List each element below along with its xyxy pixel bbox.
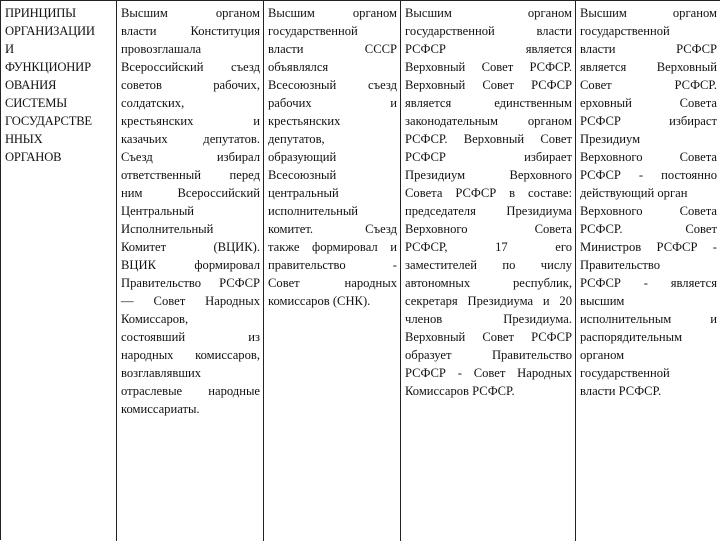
cell-line: заместителей по числу bbox=[405, 258, 572, 272]
cell-line: органом bbox=[580, 348, 625, 362]
cell-line: государственной bbox=[580, 366, 670, 380]
cell-line: ОРГАНИЗАЦИИ bbox=[5, 24, 95, 38]
cell-line: рабочих и bbox=[268, 96, 397, 110]
cell-line: власти РСФСР. bbox=[580, 384, 662, 398]
cell-line: комиссариаты. bbox=[121, 402, 200, 416]
cell-line: правительство - bbox=[268, 258, 397, 272]
cell-line: Всесоюзный bbox=[268, 168, 337, 182]
cell-line: РСФСР. Совет bbox=[580, 222, 717, 236]
cell-line: Правительство РСФСР bbox=[121, 276, 260, 290]
cell-line: Верховного Совета bbox=[580, 150, 717, 164]
cell-line: ним Всероссийский bbox=[121, 186, 260, 200]
cell-line: ОРГАНОВ bbox=[5, 150, 62, 164]
column-principles bbox=[1, 1, 117, 541]
cell-line: также формировал и bbox=[268, 240, 397, 254]
cell-line: исполнительным и bbox=[580, 312, 717, 326]
cell-line: объявлялся bbox=[268, 60, 329, 74]
cell-line: Комиссаров РСФСР. bbox=[405, 384, 515, 398]
cell-line: комитет. Съезд bbox=[268, 222, 397, 236]
cell-line: Правительство bbox=[580, 258, 661, 272]
cell-line: действующий орган bbox=[580, 186, 688, 200]
cell-line: является единственным bbox=[405, 96, 572, 110]
cell-line: РСФСР избираст bbox=[580, 114, 717, 128]
cell-line: власти Конституция bbox=[121, 24, 260, 38]
cell-line: РСФСР, 17 его bbox=[405, 240, 572, 254]
cell-line: крестьянских bbox=[268, 114, 341, 128]
cell-line: ВЦИК формировал bbox=[121, 258, 260, 272]
cell-line: возглавлявших bbox=[121, 366, 202, 380]
cell-line: состоявший из bbox=[121, 330, 260, 344]
cell-line: ПРИНЦИПЫ bbox=[5, 6, 76, 20]
cell-line: Центральный bbox=[121, 204, 195, 218]
cell-line: Верховный Совет РСФСР bbox=[405, 78, 572, 92]
cell-line: провозглашала bbox=[121, 42, 202, 56]
cell-line: ОВАНИЯ bbox=[5, 78, 57, 92]
cell-line: Всероссийский съезд bbox=[121, 60, 260, 74]
cell-line: депутатов, bbox=[268, 132, 325, 146]
cell-line: высшим bbox=[580, 294, 625, 308]
cell-line: государственной bbox=[580, 24, 670, 38]
cell-line: образует Правительство bbox=[405, 348, 572, 362]
cell-line: РСФСР является bbox=[405, 42, 572, 56]
cell-line: РСФСР. Верховный Совет bbox=[405, 132, 572, 146]
cell-line: ерховный Совета bbox=[580, 96, 717, 110]
cell-line: Высшим органом bbox=[121, 6, 260, 20]
cell-line: Верховного Совета bbox=[580, 204, 717, 218]
cell-line: Высшим органом bbox=[268, 6, 397, 20]
cell-line: Верховного Совета bbox=[405, 222, 572, 236]
cell-line: Совета РСФСР в составе: bbox=[405, 186, 572, 200]
cell-line: — Совет Народных bbox=[121, 294, 260, 308]
cell-line: распорядительным bbox=[580, 330, 683, 344]
cell-line: председателя Президиума bbox=[405, 204, 572, 218]
column-constitution-1937 bbox=[401, 1, 576, 541]
cell-line: солдатских, bbox=[121, 96, 185, 110]
cell-line: казачьих депутатов. bbox=[121, 132, 260, 146]
column-constitution-1925 bbox=[264, 1, 401, 541]
cell-line: Совет РСФСР. bbox=[580, 78, 717, 92]
cell-line: является Верховный bbox=[580, 60, 717, 74]
cell-line: власти СССР bbox=[268, 42, 397, 56]
cell-line: Комиссаров, bbox=[121, 312, 189, 326]
cell-line: Верховный Совет РСФСР. bbox=[405, 60, 572, 74]
cell-line: исполнительный bbox=[268, 204, 359, 218]
cell-line: автономных республик, bbox=[405, 276, 572, 290]
cell-line: Съезд избирал bbox=[121, 150, 260, 164]
cell-line: крестьянских и bbox=[121, 114, 260, 128]
cell-line: законодательным органом bbox=[405, 114, 572, 128]
cell-line: секретаря Президиума и 20 bbox=[405, 294, 572, 308]
cell-line: Министров РСФСР - bbox=[580, 240, 717, 254]
cell-line: ФУНКЦИОНИР bbox=[5, 60, 91, 74]
cell-line: народных комиссаров, bbox=[121, 348, 260, 362]
cell-line: ННЫХ bbox=[5, 132, 43, 146]
cell-line: образующий bbox=[268, 150, 337, 164]
cell-line: РСФСР - постоянно bbox=[580, 168, 717, 182]
column-constitution-1918 bbox=[117, 1, 264, 541]
cell-line: власти РСФСР bbox=[580, 42, 717, 56]
cell-line: членов Президиума. bbox=[405, 312, 572, 326]
cell-line: Высшим органом bbox=[580, 6, 717, 20]
cell-line: Президиум bbox=[580, 132, 641, 146]
cell-line: Комитет (ВЦИК). bbox=[121, 240, 260, 254]
column-constitution-1978 bbox=[576, 1, 720, 541]
cell-line: ГОСУДАРСТВЕ bbox=[5, 114, 92, 128]
cell-line: центральный bbox=[268, 186, 339, 200]
cell-line: СИСТЕМЫ bbox=[5, 96, 68, 110]
cell-line: Исполнительный bbox=[121, 222, 214, 236]
cell-line: РСФСР избирает bbox=[405, 150, 572, 164]
cell-line: Совет народных bbox=[268, 276, 397, 290]
cell-line: комиссаров (СНК). bbox=[268, 294, 371, 308]
cell-line: Высшим органом bbox=[405, 6, 572, 20]
cell-line: РСФСР - является bbox=[580, 276, 717, 290]
cell-line: Верховный Совет РСФСР bbox=[405, 330, 572, 344]
cell-line: РСФСР - Совет Народных bbox=[405, 366, 572, 380]
cell-line: советов рабочих, bbox=[121, 78, 260, 92]
cell-line: Президиум Верховного bbox=[405, 168, 572, 182]
cell-line: И bbox=[5, 42, 14, 56]
cell-line: ответственный перед bbox=[121, 168, 260, 182]
cell-line: Всесоюзный съезд bbox=[268, 78, 397, 92]
cell-line: государственной власти bbox=[405, 24, 572, 38]
cell-line: отраслевые народные bbox=[121, 384, 260, 398]
cell-line: государственной bbox=[268, 24, 358, 38]
